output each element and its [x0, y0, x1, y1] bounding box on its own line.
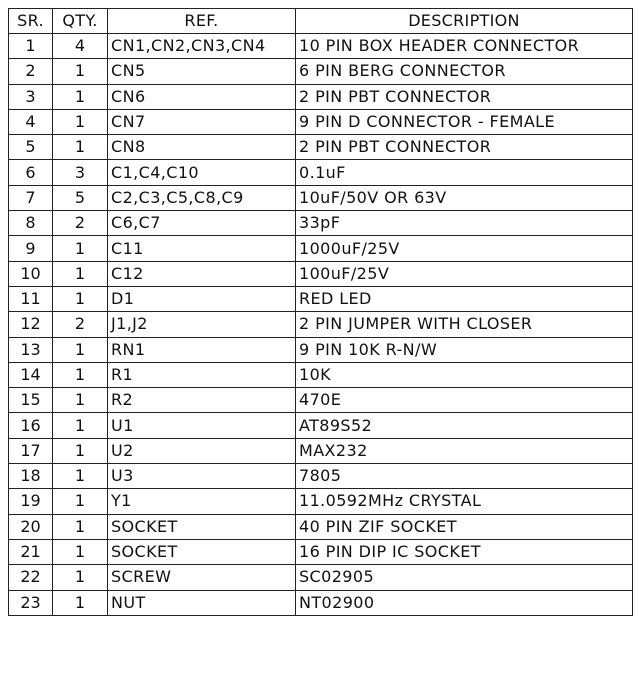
description-cell: 2 PIN JUMPER WITH CLOSER — [296, 312, 633, 337]
qty-cell: 1 — [53, 438, 108, 463]
ref-cell: SCREW — [108, 565, 296, 590]
table-row — [9, 438, 633, 463]
sr-cell: 8 — [9, 211, 53, 236]
qty-cell: 1 — [53, 109, 108, 134]
table-row — [9, 514, 633, 539]
table-row — [9, 59, 633, 84]
sr-cell: 16 — [9, 413, 53, 438]
sr-cell: 22 — [9, 565, 53, 590]
ref-cell: CN8 — [108, 135, 296, 160]
qty-cell: 5 — [53, 185, 108, 210]
description-cell: 7805 — [296, 464, 633, 489]
ref-cell: R2 — [108, 388, 296, 413]
ref-cell: R1 — [108, 362, 296, 387]
table-row — [9, 413, 633, 438]
table-row — [9, 489, 633, 514]
sr-cell: 15 — [9, 388, 53, 413]
ref-cell: C12 — [108, 261, 296, 286]
sr-cell: 6 — [9, 160, 53, 185]
table-header — [9, 9, 633, 34]
description-cell: 1000uF/25V — [296, 236, 633, 261]
qty-cell: 1 — [53, 388, 108, 413]
description-cell: 6 PIN BERG CONNECTOR — [296, 59, 633, 84]
ref-cell: SOCKET — [108, 514, 296, 539]
ref-cell: Y1 — [108, 489, 296, 514]
description-cell: 10 PIN BOX HEADER CONNECTOR — [296, 34, 633, 59]
qty-cell: 1 — [53, 337, 108, 362]
table-row — [9, 539, 633, 564]
table-row — [9, 565, 633, 590]
ref-cell: NUT — [108, 590, 296, 615]
header-qty: QTY. — [53, 9, 108, 34]
description-cell: 33pF — [296, 211, 633, 236]
ref-cell: U3 — [108, 464, 296, 489]
sr-cell: 21 — [9, 539, 53, 564]
header-sr: SR. — [9, 9, 53, 34]
sr-cell: 9 — [9, 236, 53, 261]
table-row — [9, 464, 633, 489]
description-cell: 10K — [296, 362, 633, 387]
qty-cell: 1 — [53, 590, 108, 615]
description-cell: MAX232 — [296, 438, 633, 463]
sr-cell: 5 — [9, 135, 53, 160]
table-row — [9, 109, 633, 134]
qty-cell: 1 — [53, 59, 108, 84]
sr-cell: 10 — [9, 261, 53, 286]
qty-cell: 1 — [53, 514, 108, 539]
qty-cell: 1 — [53, 135, 108, 160]
ref-cell: U1 — [108, 413, 296, 438]
table-row — [9, 135, 633, 160]
table-row — [9, 337, 633, 362]
table-row — [9, 590, 633, 615]
table-row — [9, 312, 633, 337]
table-row — [9, 236, 633, 261]
table-row — [9, 388, 633, 413]
description-cell: RED LED — [296, 286, 633, 311]
qty-cell: 1 — [53, 236, 108, 261]
qty-cell: 2 — [53, 312, 108, 337]
sr-cell: 20 — [9, 514, 53, 539]
description-cell: 0.1uF — [296, 160, 633, 185]
qty-cell: 1 — [53, 362, 108, 387]
qty-cell: 1 — [53, 565, 108, 590]
description-cell: 100uF/25V — [296, 261, 633, 286]
description-cell: 10uF/50V OR 63V — [296, 185, 633, 210]
sr-cell: 11 — [9, 286, 53, 311]
qty-cell: 1 — [53, 413, 108, 438]
qty-cell: 4 — [53, 34, 108, 59]
qty-cell: 3 — [53, 160, 108, 185]
sr-cell: 23 — [9, 590, 53, 615]
description-cell: 2 PIN PBT CONNECTOR — [296, 135, 633, 160]
qty-cell: 1 — [53, 84, 108, 109]
table-row — [9, 84, 633, 109]
ref-cell: C6,C7 — [108, 211, 296, 236]
table-row — [9, 286, 633, 311]
sr-cell: 14 — [9, 362, 53, 387]
sr-cell: 13 — [9, 337, 53, 362]
sr-cell: 2 — [9, 59, 53, 84]
description-cell: 9 PIN 10K R-N/W — [296, 337, 633, 362]
table-body — [9, 34, 633, 616]
sr-cell: 19 — [9, 489, 53, 514]
sr-cell: 3 — [9, 84, 53, 109]
ref-cell: CN6 — [108, 84, 296, 109]
ref-cell: J1,J2 — [108, 312, 296, 337]
description-cell: SC02905 — [296, 565, 633, 590]
description-cell: 11.0592MHz CRYSTAL — [296, 489, 633, 514]
header-ref: REF. — [108, 9, 296, 34]
sr-cell: 4 — [9, 109, 53, 134]
bill-of-materials-table — [8, 8, 633, 616]
table-row — [9, 261, 633, 286]
sr-cell: 18 — [9, 464, 53, 489]
ref-cell: D1 — [108, 286, 296, 311]
qty-cell: 1 — [53, 286, 108, 311]
ref-cell: C2,C3,C5,C8,C9 — [108, 185, 296, 210]
ref-cell: CN5 — [108, 59, 296, 84]
description-cell: 470E — [296, 388, 633, 413]
ref-cell: RN1 — [108, 337, 296, 362]
qty-cell: 2 — [53, 211, 108, 236]
table-row — [9, 160, 633, 185]
description-cell: NT02900 — [296, 590, 633, 615]
ref-cell: CN7 — [108, 109, 296, 134]
sr-cell: 1 — [9, 34, 53, 59]
table-row — [9, 185, 633, 210]
description-cell: 2 PIN PBT CONNECTOR — [296, 84, 633, 109]
description-cell: 16 PIN DIP IC SOCKET — [296, 539, 633, 564]
qty-cell: 1 — [53, 489, 108, 514]
ref-cell: U2 — [108, 438, 296, 463]
header-description: DESCRIPTION — [296, 9, 633, 34]
table-row — [9, 211, 633, 236]
sr-cell: 7 — [9, 185, 53, 210]
ref-cell: C11 — [108, 236, 296, 261]
ref-cell: C1,C4,C10 — [108, 160, 296, 185]
qty-cell: 1 — [53, 539, 108, 564]
sr-cell: 12 — [9, 312, 53, 337]
ref-cell: CN1,CN2,CN3,CN4 — [108, 34, 296, 59]
table-row — [9, 34, 633, 59]
header-row — [9, 9, 633, 34]
description-cell: 40 PIN ZIF SOCKET — [296, 514, 633, 539]
table-row — [9, 362, 633, 387]
qty-cell: 1 — [53, 261, 108, 286]
description-cell: 9 PIN D CONNECTOR - FEMALE — [296, 109, 633, 134]
ref-cell: SOCKET — [108, 539, 296, 564]
sr-cell: 17 — [9, 438, 53, 463]
qty-cell: 1 — [53, 464, 108, 489]
description-cell: AT89S52 — [296, 413, 633, 438]
